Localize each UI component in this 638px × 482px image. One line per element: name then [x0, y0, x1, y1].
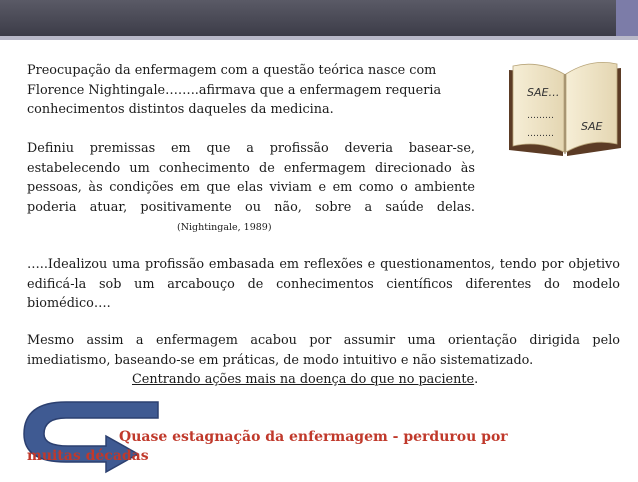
book-dots-2: ……… [527, 129, 554, 139]
slide-top-bar [0, 0, 638, 36]
paragraph-premissas-text: Definiu premissas em que a profissão deveria basear-se, estabelecendo um conhecimento de enfermagem direcionado às pessoas, às condições em que elas viviam e em como o ambiente poderia atuar, positivamente ou não, sobre a saúde delas. [27, 141, 475, 215]
paragraph-idealizou: …..Idealizou uma profissão embasada em reflexões e questionamentos, tendo por objetivo edificá-la sob um arcabouço de conhecimentos científicos diferentes do modelo biomédico…. [27, 257, 620, 312]
highlight-stagnation [27, 428, 620, 466]
paragraph-centrando [132, 370, 478, 390]
top-bar-accent [616, 0, 638, 36]
centrando-period: . [474, 372, 479, 387]
book-icon [503, 52, 627, 164]
citation-nightingale: (Nightingale, 1989) [177, 222, 272, 234]
book-dots-1: ……… [527, 111, 554, 121]
paragraph-mesmo-assim: Mesmo assim a enfermagem acabou por assumir uma orientação dirigida pelo imediatismo, baseando-se em práticas, de modo intuitivo e não sistematizado. [27, 333, 620, 368]
book-left-title: SAE… [527, 86, 560, 99]
centrando-underlined-text: Centrando ações mais na doença do que no paciente [132, 372, 475, 387]
highlight-line-2: muitas décadas [27, 448, 149, 464]
highlight-line-1: Quase estagnação da enfermagem - perdurou por [119, 429, 508, 445]
open-book-illustration [503, 52, 627, 164]
top-bar-divider [0, 36, 638, 40]
paragraph-premissas [27, 139, 475, 238]
book-right-title: SAE [581, 120, 603, 133]
paragraph-nightingale-intro: Preocupação da enfermagem com a questão teórica nasce com Florence Nightingale……..afirmava que a enfermagem requeria conhecimentos distintos daqueles da medicina. [27, 63, 442, 118]
